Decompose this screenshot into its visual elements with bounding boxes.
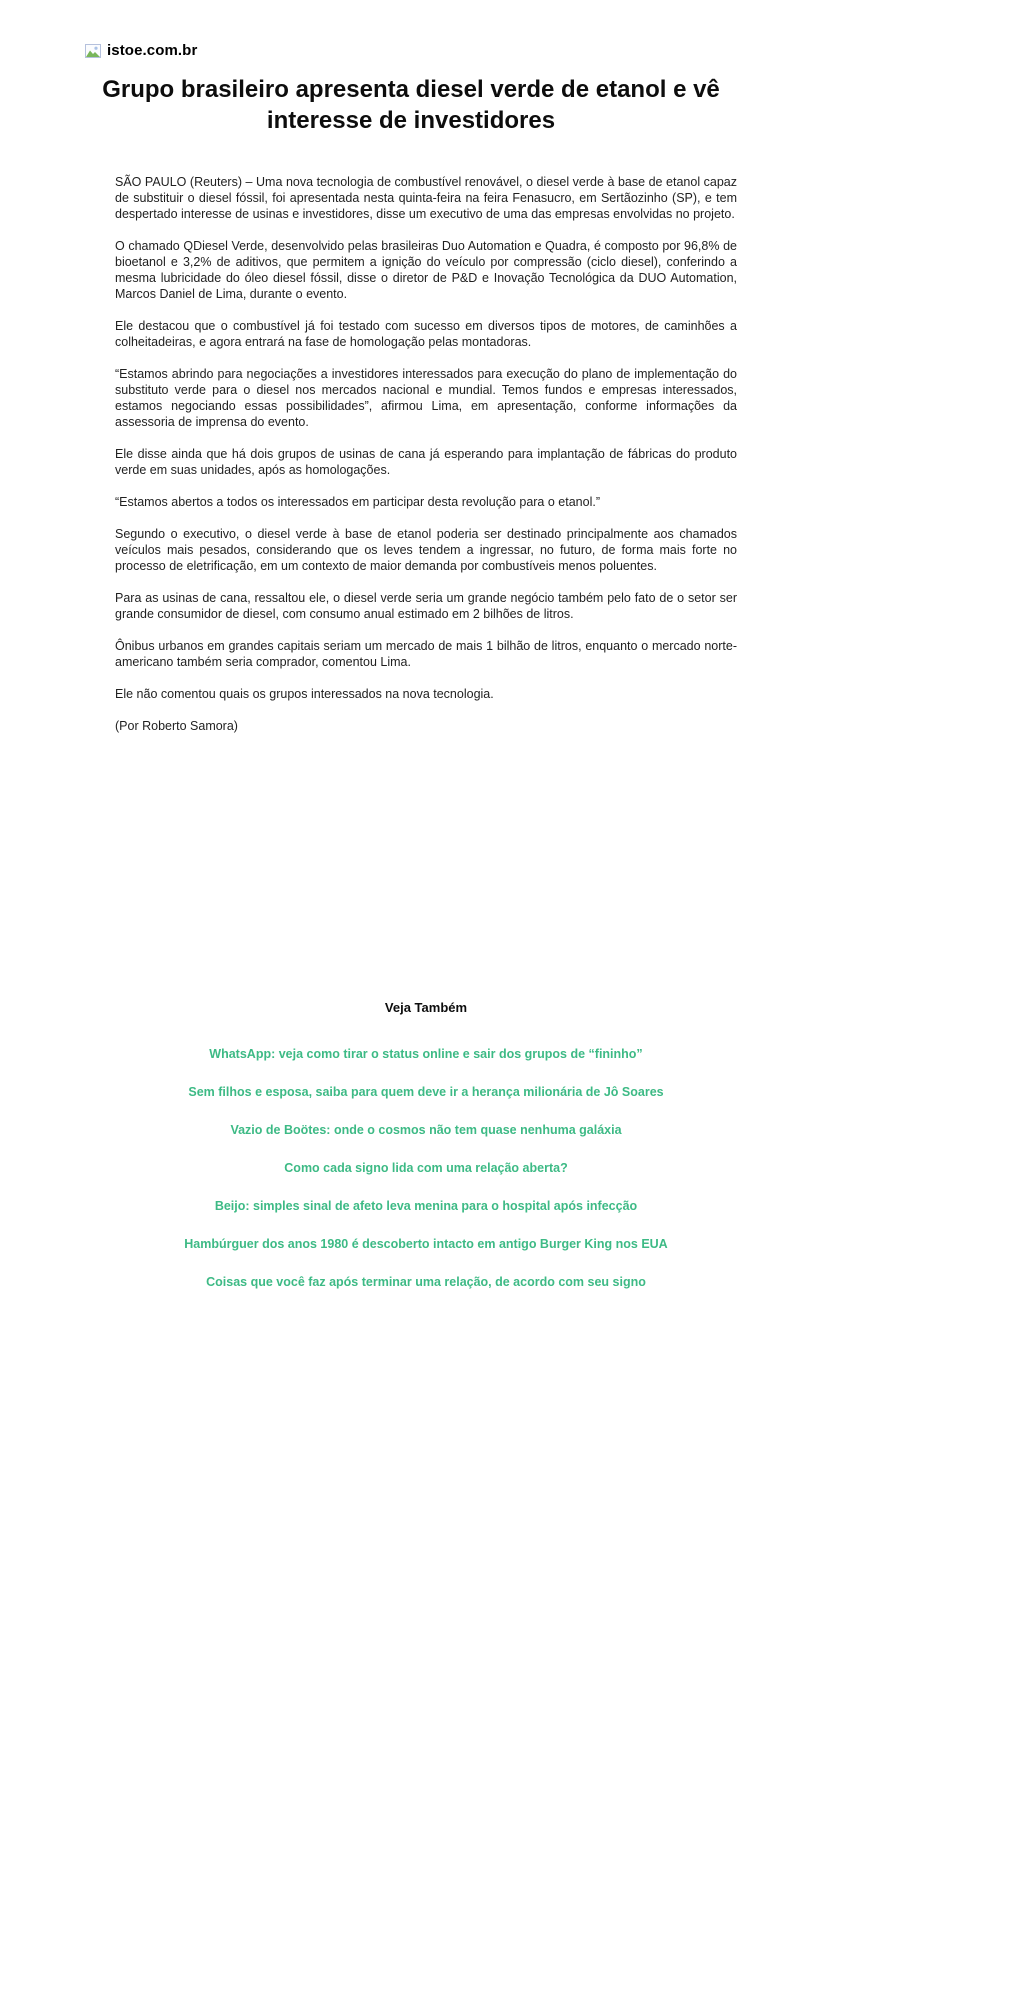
page-title: Grupo brasileiro apresenta diesel verde de etanol e vê interesse de investidores (102, 76, 720, 134)
article-paragraph: O chamado QDiesel Verde, desenvolvido pelas brasileiras Duo Automation e Quadra, é composto por 96,8% de bioetanol e 3,2% de aditivos, que permitem a ignição do veículo por compressão (ciclo diesel), conferindo a mesma lubricidade do óleo diesel fóssil, disse o diretor de P&D e Inovação Tecnológica da DUO Automation, Marcos Daniel de Lima, durante o evento. (115, 239, 737, 301)
article-byline: (Por Roberto Samora) (115, 719, 238, 733)
related-link[interactable]: Beijo: simples sinal de afeto leva menina para o hospital após infecção (214, 1199, 638, 1213)
article-paragraph: “Estamos abrindo para negociações a investidores interessados para execução do plano de implementação do substituto verde para o diesel nos mercados nacional e mundial. Temos fundos e empresas interessados, estamos negociando essas possibilidades”, afirmou Lima, em apresentação, conforme informações da assessoria de imprensa do evento. (115, 367, 737, 429)
article-paragraph: Ele não comentou quais os grupos interessados na nova tecnologia. (115, 687, 494, 701)
article-paragraph: Ele destacou que o combustível já foi testado com sucesso em diversos tipos de motores, de caminhões a colheitadeiras, e agora entrará na fase de homologação pelas montadoras. (115, 319, 737, 349)
article-paragraph: Segundo o executivo, o diesel verde à base de etanol poderia ser destinado principalmente aos chamados veículos mais pesados, considerando que os leves tendem a ingressar, no futuro, de forma mais forte no processo de eletrificação, em um contexto de maior demanda por combustíveis menos poluentes. (115, 527, 737, 573)
related-link[interactable]: Vazio de Boötes: onde o cosmos não tem quase nenhuma galáxia (230, 1123, 622, 1137)
article-body (115, 174, 737, 750)
broken-image-icon (85, 44, 101, 58)
article-paragraph: Para as usinas de cana, ressaltou ele, o diesel verde seria um grande negócio também pelo fato de o setor ser grande consumidor de diesel, com consumo anual estimado em 2 bilhões de litros. (115, 591, 737, 621)
related-link[interactable]: Como cada signo lida com uma relação aberta? (284, 1161, 568, 1175)
article-paragraph: “Estamos abertos a todos os interessados em participar desta revolução para o etanol.” (115, 495, 600, 509)
article-paragraph: Ônibus urbanos em grandes capitais seriam um mercado de mais 1 bilhão de litros, enquanto o mercado norte-americano também seria comprador, comentou Lima. (115, 639, 737, 669)
article-paragraph: SÃO PAULO (Reuters) – Uma nova tecnologia de combustível renovável, o diesel verde à base de etanol capaz de substituir o diesel fóssil, foi apresentada nesta quinta-feira na feira Fenasucro, em Sertãozinho (SP), e tem despertado interesse de usinas e investidores, disse um executivo de uma das empresas envolvidas no projeto. (115, 175, 737, 221)
related-link[interactable]: Coisas que você faz após terminar uma relação, de acordo com seu signo (206, 1275, 646, 1289)
related-link[interactable]: Hambúrguer dos anos 1980 é descoberto intacto em antigo Burger King nos EUA (184, 1237, 668, 1251)
related-link[interactable]: Sem filhos e esposa, saiba para quem deve ir a herança milionária de Jô Soares (188, 1085, 664, 1099)
site-name: istoe.com.br (107, 42, 198, 59)
related-heading: Veja Também (384, 1000, 468, 1015)
related-section (115, 1000, 737, 1313)
article-paragraph: Ele disse ainda que há dois grupos de usinas de cana já esperando para implantação de fábricas do produto verde em suas unidades, após as homologações. (115, 447, 737, 477)
related-link[interactable]: WhatsApp: veja como tirar o status online e sair dos grupos de “fininho” (209, 1047, 643, 1061)
site-header (85, 42, 197, 59)
